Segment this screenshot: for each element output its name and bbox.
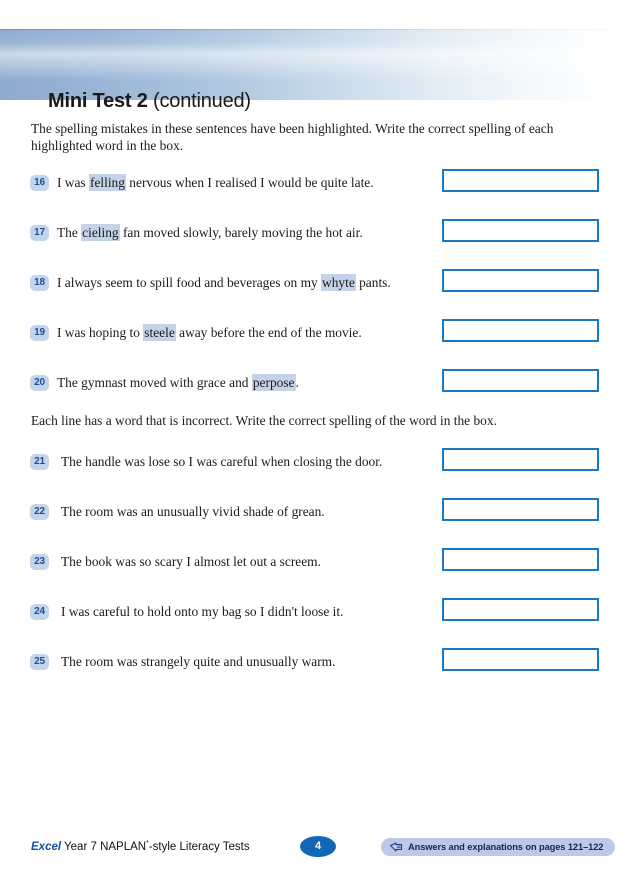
- instruction-text-1: The spelling mistakes in these sentences have been highlighted. Write the correct spelling of each highlighted word in the box.: [31, 121, 554, 153]
- question-number-badge: 25: [30, 654, 49, 670]
- instruction-text-2: Each line has a word that is incorrect. Write the correct spelling of the word in the box.: [31, 413, 497, 428]
- question-row: [30, 323, 610, 353]
- question-sentence: [61, 502, 325, 522]
- question-sentence: [61, 552, 321, 572]
- sentence-part-before: The gymnast moved with grace and: [57, 375, 252, 390]
- header-banner: [0, 30, 640, 112]
- highlighted-misspelled-word: perpose: [252, 375, 295, 390]
- sentence-part-after: fan moved slowly, barely moving the hot air.: [119, 225, 363, 240]
- footer-brand: [31, 840, 250, 853]
- answer-input-box[interactable]: [442, 319, 599, 342]
- question-sentence: [61, 602, 343, 622]
- answers-reference-pill[interactable]: [381, 838, 615, 856]
- brand-trademark: *: [146, 840, 149, 847]
- highlighted-misspelled-word: felling: [89, 175, 125, 190]
- answer-input-box[interactable]: [442, 269, 599, 292]
- answer-input-box[interactable]: [442, 498, 599, 521]
- sentence-part-after: nervous when I realised I would be quite late.: [125, 175, 374, 190]
- sentence-part-before: I was: [57, 175, 89, 190]
- question-sentence: [61, 452, 382, 472]
- sentence-part-after: pants.: [355, 275, 391, 290]
- highlighted-misspelled-word: steele: [144, 325, 175, 340]
- highlighted-misspelled-word: cieling: [82, 225, 119, 240]
- question-row: [30, 602, 610, 632]
- question-sentence: [57, 173, 374, 193]
- sentence-part-before: I was careful to hold onto my bag so I didn't loose it.: [61, 604, 344, 619]
- answer-input-box[interactable]: [442, 548, 599, 571]
- sentence-part-before: I always seem to spill food and beverages on my: [57, 275, 322, 290]
- question-row: [30, 502, 610, 532]
- question-row: [30, 552, 610, 582]
- page-title: [48, 90, 251, 113]
- sentence-part-before: The book was so scary I almost let out a screem.: [61, 554, 321, 569]
- question-number-badge: 19: [30, 325, 49, 341]
- question-row: [30, 373, 610, 403]
- sentence-part-after: .: [295, 375, 299, 390]
- page-title-strong: Mini Test 2: [48, 90, 148, 112]
- question-row: [30, 452, 610, 482]
- question-number-badge: 24: [30, 604, 49, 620]
- highlighted-misspelled-word: whyte: [322, 275, 355, 290]
- question-row: [30, 223, 610, 253]
- answer-input-box[interactable]: [442, 169, 599, 192]
- question-number-badge: 16: [30, 175, 49, 191]
- question-sentence: [61, 652, 335, 672]
- sentence-part-before: The room was strangely quite and unusually warm.: [61, 654, 336, 669]
- brand-excel: Excel: [31, 840, 62, 853]
- question-sentence: [57, 223, 363, 243]
- sentence-part-before: The room was an unusually vivid shade of grean.: [61, 504, 325, 519]
- question-sentence: [57, 373, 299, 393]
- question-number-badge: 18: [30, 275, 49, 291]
- sentence-part-before: The: [57, 225, 82, 240]
- answers-reference-text: Answers and explanations on pages 121–122: [408, 842, 604, 852]
- answer-input-box[interactable]: [442, 219, 599, 242]
- sentence-part-after: away before the end of the movie.: [175, 325, 362, 340]
- page-title-light: (continued): [147, 90, 251, 112]
- question-number-badge: 17: [30, 225, 49, 241]
- question-row: [30, 273, 610, 303]
- question-sentence: [57, 273, 391, 293]
- page-number-badge: 4: [300, 836, 336, 857]
- question-row: [30, 173, 610, 203]
- answer-input-box[interactable]: [442, 648, 599, 671]
- brand-series: Year 7 NAPLAN: [61, 840, 147, 853]
- answer-input-box[interactable]: [442, 598, 599, 621]
- question-row: [30, 652, 610, 682]
- brand-series-tail: -style Literacy Tests: [148, 840, 250, 853]
- answer-input-box[interactable]: [442, 369, 599, 392]
- pointing-hand-icon: [389, 841, 403, 853]
- question-number-badge: 22: [30, 504, 49, 520]
- sentence-part-before: I was hoping to: [57, 325, 144, 340]
- question-number-badge: 23: [30, 554, 49, 570]
- question-sentence: [57, 323, 362, 343]
- answer-input-box[interactable]: [442, 448, 599, 471]
- question-number-badge: 21: [30, 454, 49, 470]
- sentence-part-before: The handle was lose so I was careful when closing the door.: [61, 454, 383, 469]
- question-number-badge: 20: [30, 375, 49, 391]
